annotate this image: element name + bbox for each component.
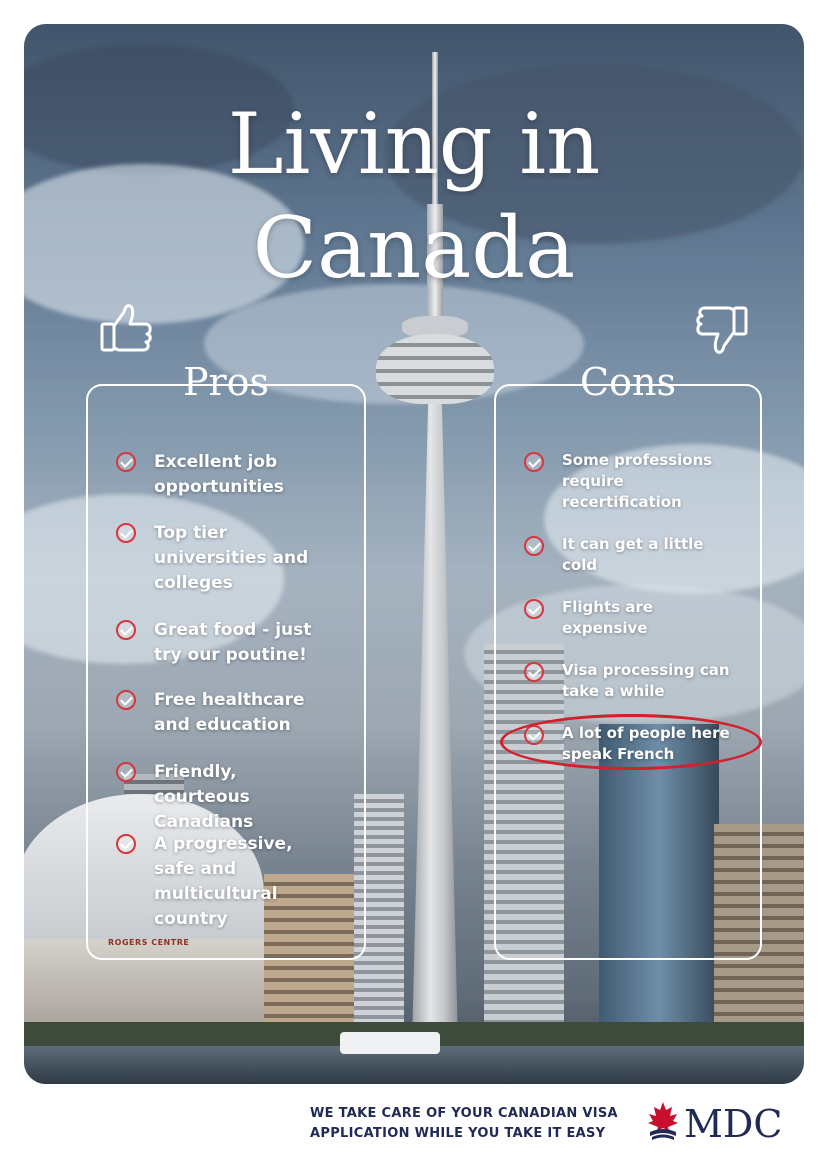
footer-line-2: APPLICATION WHILE YOU TAKE IT EASY <box>310 1126 606 1141</box>
title-line-1: Living in <box>227 95 601 193</box>
pros-heading-text: Pros <box>182 360 270 404</box>
title-line-2: Canada <box>252 199 576 297</box>
cons-item-text: It can get a little cold <box>562 535 704 574</box>
check-circle-icon <box>116 762 136 782</box>
pros-item-text: Excellent job opportunities <box>154 452 284 497</box>
footer-tagline <box>310 1104 618 1144</box>
cons-panel <box>494 360 762 960</box>
pros-item-text: Great food - just try our poutine! <box>154 620 312 665</box>
check-circle-icon <box>116 690 136 710</box>
check-circle-icon <box>116 452 136 472</box>
check-circle-icon <box>116 523 136 543</box>
pros-item-text: Free healthcare and education <box>154 690 305 735</box>
check-circle-icon <box>524 662 544 682</box>
boat <box>340 1032 440 1054</box>
check-circle-icon <box>116 834 136 854</box>
cons-item-text: A lot of people here speak French <box>562 724 730 763</box>
pros-heading <box>88 356 364 408</box>
cons-item-text: Visa processing can take a while <box>562 661 730 700</box>
page-title <box>0 92 828 300</box>
check-circle-icon <box>524 452 544 472</box>
pros-item-text: Friendly, courteous Canadians <box>154 762 254 832</box>
cons-heading <box>496 356 760 408</box>
check-circle-icon <box>524 599 544 619</box>
thumbs-down-icon <box>694 302 750 358</box>
pros-item-text: A progressive, safe and multicultural country <box>154 834 293 929</box>
highlight-ellipse <box>500 714 762 770</box>
cons-item-text: Some professions require recertification <box>562 451 713 511</box>
check-circle-icon <box>524 536 544 556</box>
check-circle-icon <box>116 620 136 640</box>
pros-item-text: Top tier universities and colleges <box>154 523 309 593</box>
brand-name: MDC <box>684 1102 783 1146</box>
stadium-sign: ROGERS CENTRE <box>108 938 190 947</box>
cons-heading-text: Cons <box>580 360 676 404</box>
cn-tower-pod <box>376 334 494 404</box>
pros-panel <box>86 360 366 960</box>
footer-line-1: WE TAKE CARE OF YOUR CANADIAN VISA <box>310 1106 618 1121</box>
maple-leaf-icon <box>646 1100 680 1142</box>
cons-item-text: Flights are expensive <box>562 598 653 637</box>
thumbs-up-icon <box>98 300 154 356</box>
